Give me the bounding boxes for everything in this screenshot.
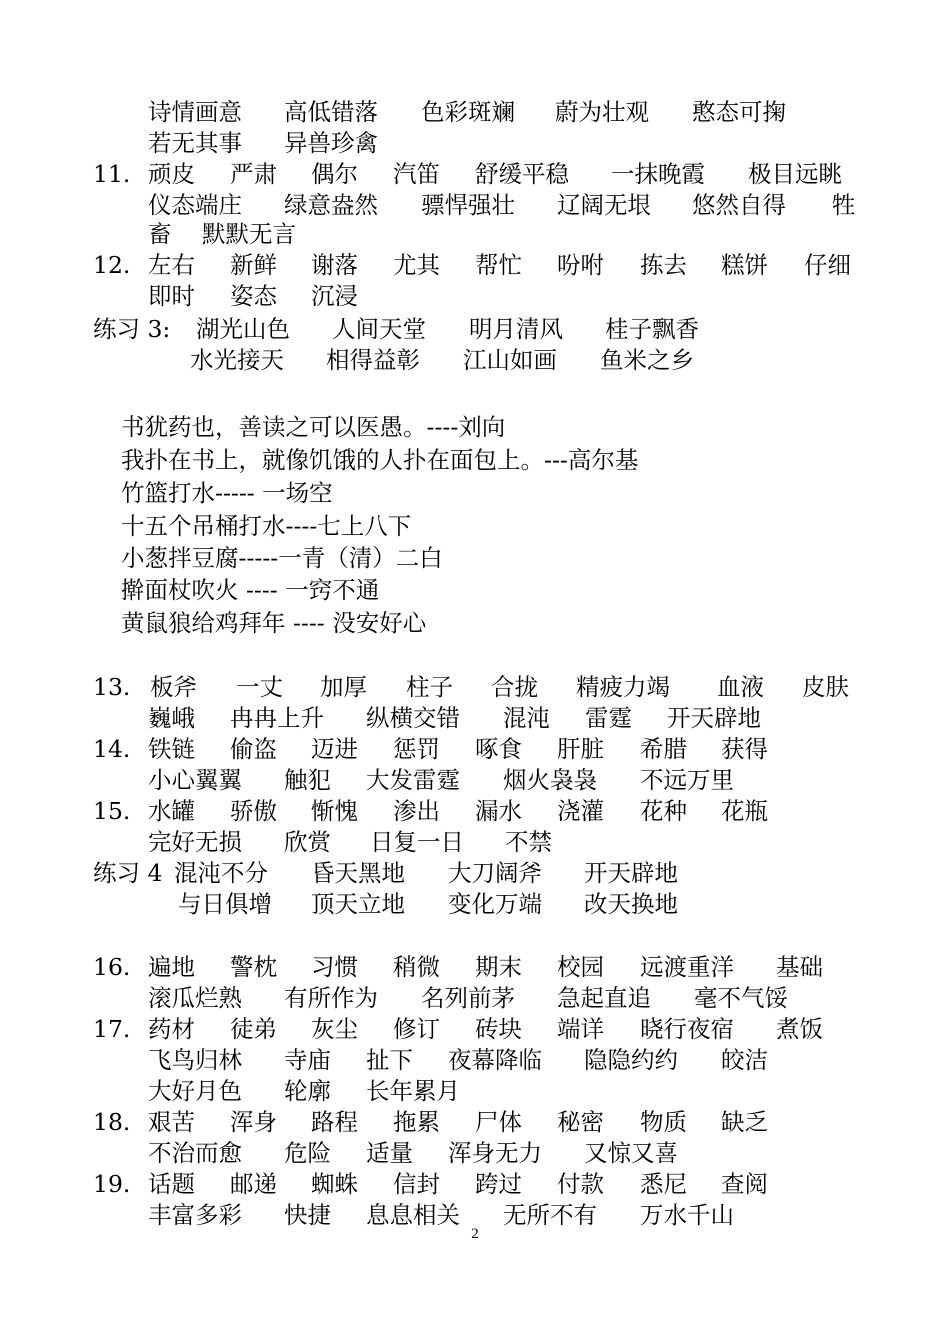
word: 巍峨	[148, 704, 195, 732]
word: 不远万里	[640, 766, 734, 794]
word: 邮递	[230, 1170, 277, 1198]
word: 徒弟	[230, 1015, 277, 1043]
item-number: 11.	[93, 160, 131, 188]
word: 顶天立地	[311, 890, 405, 918]
word: 相得益彰	[326, 346, 420, 374]
word: 浑身	[230, 1108, 277, 1136]
word: 桂子飘香	[605, 315, 699, 343]
word: 无所不有	[503, 1201, 597, 1229]
word: 花瓶	[721, 797, 768, 825]
word: 异兽珍禽	[284, 129, 378, 157]
item-number: 17.	[93, 1015, 131, 1043]
word: 偷盗	[230, 735, 277, 763]
word: 日复一日	[370, 828, 464, 856]
word: 高低错落	[284, 98, 378, 126]
word: 皮肤	[802, 673, 849, 701]
quote-line: 擀面杖吹火 ---- 一窍不通	[121, 576, 380, 604]
word: 汽笛	[393, 160, 440, 188]
word: 警枕	[230, 953, 277, 981]
word: 改天换地	[584, 890, 678, 918]
word: 谢落	[311, 251, 358, 279]
word: 浇灌	[557, 797, 604, 825]
word: 畜	[148, 220, 172, 248]
word: 合拢	[491, 673, 538, 701]
word: 板斧	[150, 673, 197, 701]
word: 开天辟地	[584, 859, 678, 887]
word: 毫不气馁	[694, 984, 788, 1012]
word: 鱼米之乡	[600, 346, 694, 374]
quote-line: 竹篮打水----- 一场空	[121, 479, 333, 507]
quote-line: 黄鼠狼给鸡拜年 ---- 没安好心	[121, 609, 427, 637]
word: 扯下	[366, 1046, 413, 1074]
word: 药材	[148, 1015, 195, 1043]
word: 惩罚	[393, 735, 440, 763]
word: 习惯	[311, 953, 358, 981]
word: 飞鸟归林	[148, 1046, 242, 1074]
word: 物质	[640, 1108, 687, 1136]
word: 拖累	[393, 1108, 440, 1136]
word: 雷霆	[585, 704, 632, 732]
word: 仪态端庄	[148, 191, 242, 219]
word: 校园	[557, 953, 604, 981]
word: 混沌	[503, 704, 550, 732]
word: 缺乏	[721, 1108, 768, 1136]
word: 江山如画	[463, 346, 557, 374]
word: 严肃	[230, 160, 277, 188]
word: 左右	[148, 251, 195, 279]
word: 希腊	[640, 735, 687, 763]
word: 即时	[148, 282, 195, 310]
word: 完好无损	[148, 828, 242, 856]
word: 艰苦	[148, 1108, 195, 1136]
word: 话题	[148, 1170, 195, 1198]
item-number: 13.	[93, 673, 131, 701]
item-number: 19.	[93, 1170, 131, 1198]
word: 适量	[366, 1139, 413, 1167]
word: 息息相关	[366, 1201, 460, 1229]
word: 骠悍强壮	[421, 191, 515, 219]
quote-line: 我扑在书上，就像饥饿的人扑在面包上。---高尔基	[121, 446, 639, 474]
word: 人间天堂	[332, 315, 426, 343]
word: 与日俱增	[178, 890, 272, 918]
word: 大好月色	[148, 1077, 242, 1105]
word: 啄食	[475, 735, 522, 763]
word: 加厚	[320, 673, 367, 701]
word: 憨态可掬	[692, 98, 786, 126]
word: 滚瓜烂熟	[148, 984, 242, 1012]
word: 仔细	[804, 251, 851, 279]
word: 顽皮	[148, 160, 195, 188]
word: 迈进	[311, 735, 358, 763]
word: 冉冉上升	[230, 704, 324, 732]
word: 查阅	[721, 1170, 768, 1198]
quote-line: 十五个吊桶打水----七上八下	[121, 512, 412, 540]
word: 端详	[557, 1015, 604, 1043]
word: 获得	[721, 735, 768, 763]
word: 修订	[393, 1015, 440, 1043]
word: 远渡重洋	[640, 953, 734, 981]
word: 血液	[717, 673, 764, 701]
word: 混沌不分	[174, 859, 268, 887]
word: 基础	[776, 953, 823, 981]
word: 皎洁	[721, 1046, 768, 1074]
quote-line: 书犹药也，善读之可以医愚。----刘向	[121, 413, 506, 441]
word: 精疲力竭	[576, 673, 670, 701]
word: 悉尼	[640, 1170, 687, 1198]
word: 昏天黑地	[311, 859, 405, 887]
word: 沉浸	[311, 282, 358, 310]
item-number: 18.	[93, 1108, 131, 1136]
word: 跨过	[475, 1170, 522, 1198]
word: 烟火袅袅	[503, 766, 597, 794]
word: 吩咐	[557, 251, 604, 279]
word: 轮廓	[284, 1077, 331, 1105]
word: 柱子	[406, 673, 453, 701]
page-number: 2	[471, 1226, 479, 1242]
word: 路程	[311, 1108, 358, 1136]
word: 名列前茅	[421, 984, 515, 1012]
word: 夜幕降临	[448, 1046, 542, 1074]
exercise-label: 练习 3:	[93, 315, 171, 343]
word: 秘密	[557, 1108, 604, 1136]
word: 小心翼翼	[148, 766, 242, 794]
item-number: 12.	[93, 251, 131, 279]
word: 水光接天	[190, 346, 284, 374]
item-number: 15.	[93, 797, 131, 825]
word: 铁链	[148, 735, 195, 763]
word: 触犯	[284, 766, 331, 794]
word: 浑身无力	[448, 1139, 542, 1167]
word: 开天辟地	[667, 704, 761, 732]
word: 又惊又喜	[584, 1139, 678, 1167]
word: 绿意盎然	[284, 191, 378, 219]
word: 晓行夜宿	[640, 1015, 734, 1043]
item-number: 14.	[93, 735, 131, 763]
word: 急起直追	[557, 984, 651, 1012]
word: 稍微	[393, 953, 440, 981]
word: 尤其	[393, 251, 440, 279]
word: 遍地	[148, 953, 195, 981]
word: 不禁	[505, 828, 552, 856]
word: 偶尔	[311, 160, 358, 188]
word: 水罐	[148, 797, 195, 825]
word: 丰富多彩	[148, 1201, 242, 1229]
word: 姿态	[230, 282, 277, 310]
word: 灰尘	[311, 1015, 358, 1043]
word: 危险	[284, 1139, 331, 1167]
word: 花种	[640, 797, 687, 825]
word: 舒缓平稳	[475, 160, 569, 188]
word: 煮饭	[776, 1015, 823, 1043]
word: 若无其事	[148, 129, 242, 157]
word: 大发雷霆	[366, 766, 460, 794]
word: 付款	[557, 1170, 604, 1198]
item-number: 16.	[93, 953, 131, 981]
word: 砖块	[475, 1015, 522, 1043]
word: 快捷	[284, 1201, 331, 1229]
word: 默默无言	[202, 220, 296, 248]
word: 纵横交错	[366, 704, 460, 732]
word: 隐隐约约	[584, 1046, 678, 1074]
word: 变化万端	[448, 890, 542, 918]
word: 蜘蛛	[311, 1170, 358, 1198]
word: 色彩斑斓	[421, 98, 515, 126]
word: 一抹晚霞	[611, 160, 705, 188]
word: 漏水	[475, 797, 522, 825]
word: 欣赏	[284, 828, 331, 856]
word: 极目远眺	[748, 160, 842, 188]
word: 信封	[393, 1170, 440, 1198]
word: 湖光山色	[196, 315, 290, 343]
word: 牲	[832, 191, 856, 219]
word: 期末	[475, 953, 522, 981]
word: 蔚为壮观	[555, 98, 649, 126]
word: 大刀阔斧	[448, 859, 542, 887]
word: 明月清风	[469, 315, 563, 343]
word: 悠然自得	[692, 191, 786, 219]
word: 糕饼	[721, 251, 768, 279]
word: 惭愧	[311, 797, 358, 825]
word: 帮忙	[475, 251, 522, 279]
word: 辽阔无垠	[557, 191, 651, 219]
word: 尸体	[475, 1108, 522, 1136]
word: 诗情画意	[148, 98, 242, 126]
word: 长年累月	[366, 1077, 460, 1105]
word: 一丈	[236, 673, 283, 701]
word: 渗出	[393, 797, 440, 825]
word: 拣去	[640, 251, 687, 279]
exercise-label: 练习 4	[93, 859, 163, 887]
word: 有所作为	[284, 984, 378, 1012]
word: 不治而愈	[148, 1139, 242, 1167]
word: 寺庙	[284, 1046, 331, 1074]
word: 新鲜	[230, 251, 277, 279]
word: 万水千山	[640, 1201, 734, 1229]
word: 骄傲	[230, 797, 277, 825]
word: 肝脏	[557, 735, 604, 763]
quote-line: 小葱拌豆腐-----一青（清）二白	[121, 544, 443, 572]
